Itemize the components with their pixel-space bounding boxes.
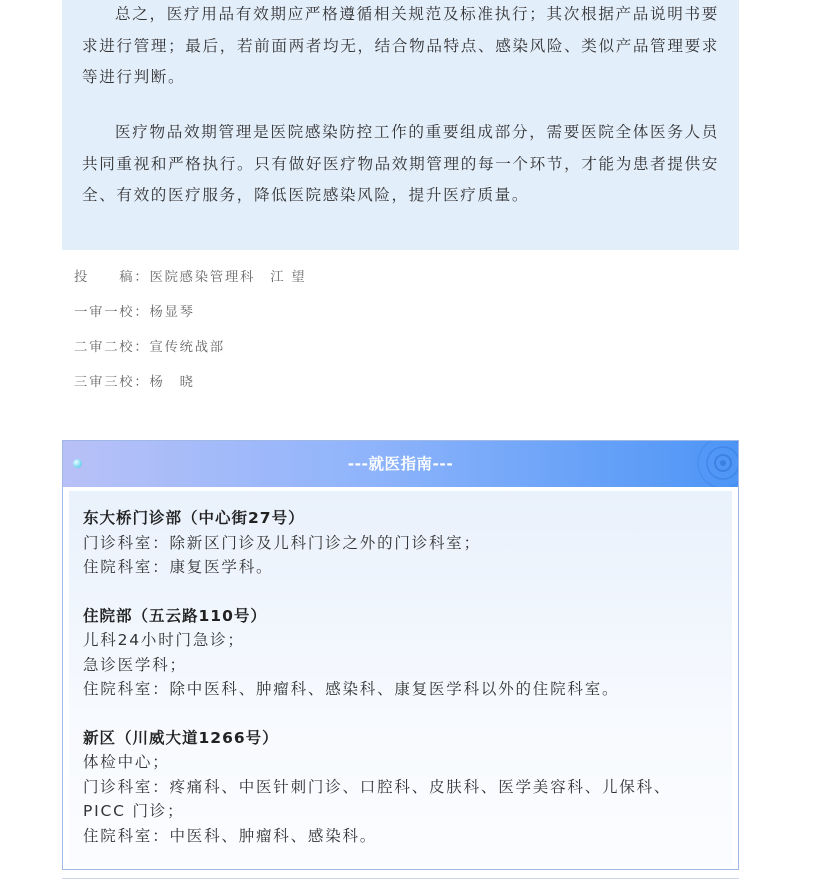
divider xyxy=(62,878,739,879)
credit-label: 一审一校： xyxy=(74,305,150,320)
credit-line-review-2 xyxy=(74,335,306,370)
location-title: 东大桥门诊部（中心街27号） xyxy=(83,509,305,527)
location-line: 儿科24小时门急诊； xyxy=(83,631,245,649)
location-section-inpatient xyxy=(83,604,732,702)
credit-value: 宣传统战部 xyxy=(149,340,225,355)
credit-value: 杨显琴 xyxy=(149,305,195,320)
location-section-new-district xyxy=(83,726,732,849)
credit-label: 投 稿： xyxy=(74,270,150,285)
location-title: 新区（川威大道1266号） xyxy=(83,728,279,747)
credit-line-submitter xyxy=(74,265,306,300)
location-line: 急诊医学科； xyxy=(83,655,187,674)
location-line: 门诊科室：除新区门诊及儿科门诊之外的门诊科室； xyxy=(83,533,481,552)
credit-value: 杨 晓 xyxy=(149,375,195,390)
location-line: 住院科室：除中医科、肿瘤科、感染科、康复医学科以外的住院科室。 xyxy=(83,680,620,698)
credit-label: 三审三校： xyxy=(74,375,150,390)
credit-line-review-1 xyxy=(74,300,306,335)
article-paragraph-2: 医疗物品效期管理是医院感染防控工作的重要组成部分，需要医院全体医务人员共同重视和严格执行。只有做好医疗物品效期管理的每一个环节，才能为患者提供安全、有效的医疗服务，降低医院感染风险，提升医疗质量。 xyxy=(82,123,719,204)
credit-line-review-3 xyxy=(74,370,306,405)
guide-title: ---就医指南--- xyxy=(347,455,454,473)
location-line: PICC 门诊； xyxy=(83,802,185,820)
guide-body xyxy=(69,491,732,865)
credit-value: 医院感染管理科 江 望 xyxy=(149,270,307,285)
location-title: 住院部（五云路110号） xyxy=(83,606,267,625)
location-line: 住院科室：中医科、肿瘤科、感染科。 xyxy=(83,826,378,845)
article-text-block xyxy=(62,0,739,250)
location-line: 住院科室：康复医学科。 xyxy=(83,558,274,576)
medical-guide-card xyxy=(62,440,739,870)
radar-rings-icon xyxy=(688,441,738,487)
credits-list xyxy=(74,265,306,405)
location-line: 体检中心； xyxy=(83,753,170,771)
credit-label: 二审二校： xyxy=(74,340,150,355)
location-section-dongdaqiao xyxy=(83,506,732,580)
article-paragraph-1: 总之，医疗用品有效期应严格遵循相关规范及标准执行；其次根据产品说明书要求进行管理；最后，若前面两者均无，结合物品特点、感染风险、类似产品管理要求等进行判断。 xyxy=(82,5,719,86)
guide-header xyxy=(63,441,738,487)
location-line: 门诊科室：疼痛科、中医针刺门诊、口腔科、皮肤科、医学美容科、儿保科、 xyxy=(83,777,672,796)
